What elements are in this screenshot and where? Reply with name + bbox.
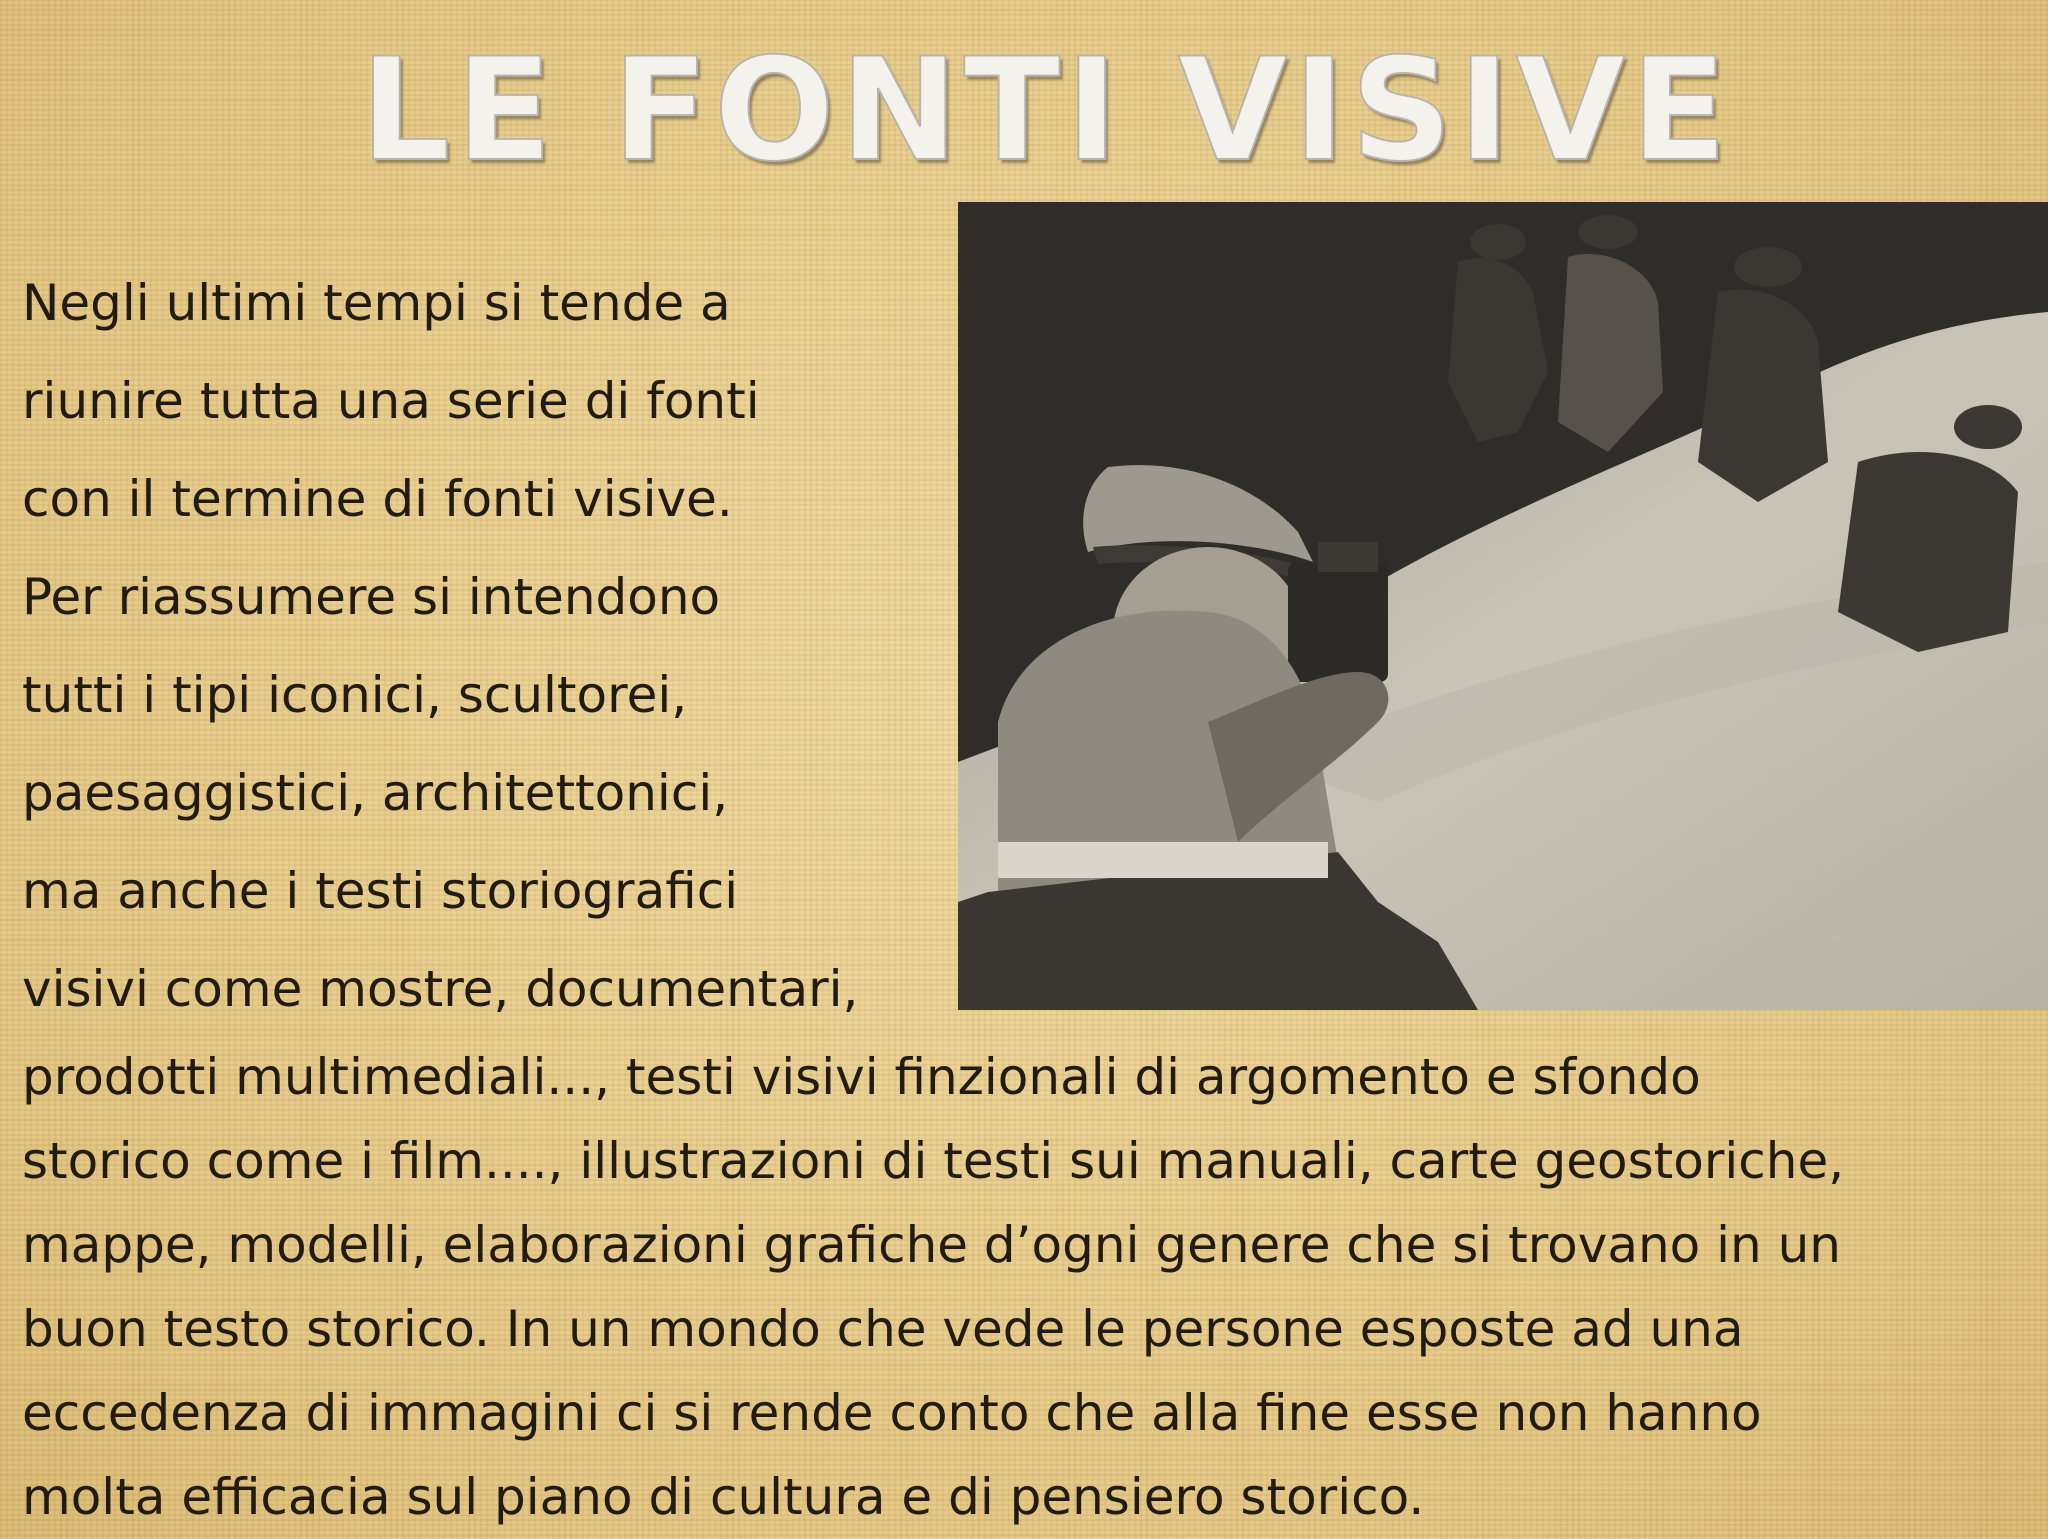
text-line: mappe, modelli, elaborazioni grafiche d’ogni genere che si trovano in un [22,1216,1841,1274]
text-line: ma anche i testi storiografici [22,862,739,920]
photo-graphic [958,202,2048,1010]
text-line: Per riassumere si intendono [22,568,721,626]
war-cameraman-photo [958,202,2048,1010]
continuation-paragraph [22,1035,2032,1539]
intro-paragraph [22,254,952,1038]
text-line: prodotti multimediali..., testi visivi finzionali di argomento e sfondo [22,1048,1701,1106]
text-line: tutti i tipi iconici, scultorei, [22,666,688,724]
text-line: con il termine di fonti visive. [22,470,733,528]
text-line: molta efficacia sul piano di cultura e di pensiero storico. [22,1468,1425,1526]
text-line: storico come i film...., illustrazioni di testi sui manuali, carte geostoriche, [22,1132,1845,1190]
text-line: buon testo storico. In un mondo che vede le persone esposte ad una [22,1300,1744,1358]
slide-title: LE FONTI VISIVE [360,28,1733,193]
text-line: eccedenza di immagini ci si rende conto che alla fine esse non hanno [22,1384,1762,1442]
text-line: Negli ultimi tempi si tende a [22,274,731,332]
text-line: paesaggistici, architettonici, [22,764,729,822]
text-line: visivi come mostre, documentari, [22,960,859,1018]
text-line: riunire tutta una serie di fonti [22,372,760,430]
